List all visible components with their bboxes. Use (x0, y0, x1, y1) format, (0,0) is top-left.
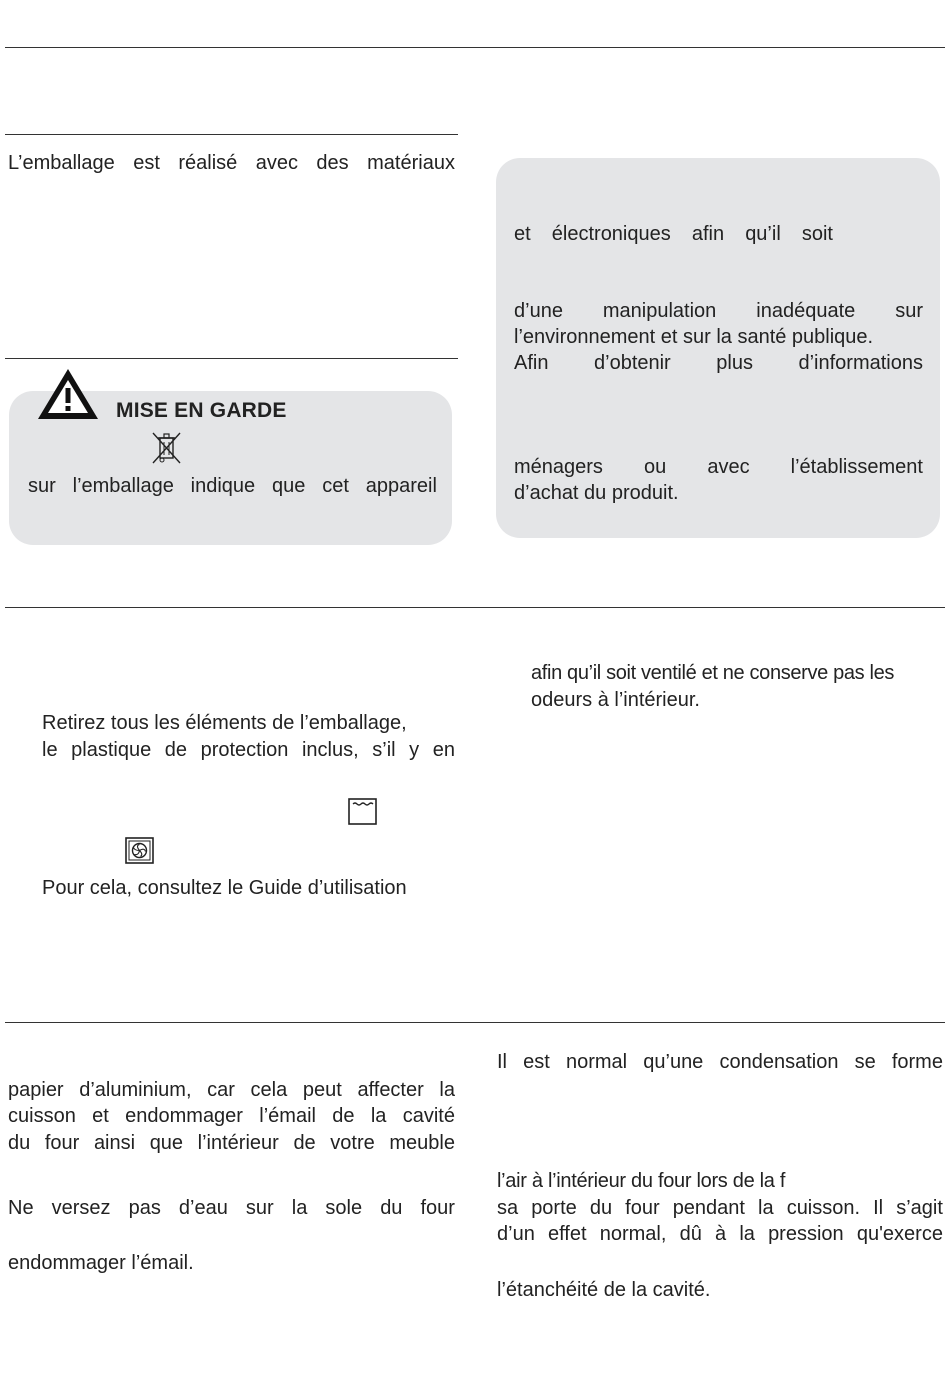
word: sur (895, 300, 923, 322)
word: four (44, 1132, 80, 1154)
word: que (272, 475, 306, 497)
word: forme (891, 1051, 943, 1073)
recycling-line-3: l’environnement et sur la santé publique. (514, 326, 874, 348)
word: de (164, 739, 188, 761)
word: plastique (71, 739, 152, 761)
word: qu’il (745, 223, 781, 245)
word: d’une (514, 300, 563, 322)
usage-left-line-1 (8, 1078, 455, 1102)
word: normal, (599, 1223, 667, 1245)
word: l’établissement (790, 456, 923, 478)
word: électroniques (551, 223, 671, 245)
word: d’obtenir (594, 352, 671, 374)
word: condensation (719, 1051, 839, 1073)
packaging-rule (5, 134, 458, 135)
word: inclus, (301, 739, 359, 761)
installation-left-line-1: Retirez tous les éléments de l’emballage, (42, 712, 407, 734)
word: s’agit (896, 1197, 943, 1219)
word: sole (325, 1197, 363, 1219)
word: se (854, 1051, 876, 1073)
word: s’il (372, 739, 396, 761)
usage-left-line-5: endommager l’émail. (8, 1252, 194, 1274)
word: papier (8, 1079, 64, 1101)
warning-triangle-icon (36, 366, 100, 422)
word: d’informations (798, 352, 923, 374)
packaging-text (8, 151, 455, 175)
word: le (42, 739, 58, 761)
word: la (370, 1105, 387, 1127)
word: affecter (357, 1079, 424, 1101)
word: four (420, 1197, 455, 1219)
word: indique (190, 475, 256, 497)
word: d’un (497, 1223, 535, 1245)
crossed-out-bin-icon (150, 431, 183, 465)
word: d’eau (178, 1197, 228, 1219)
word: du (8, 1132, 31, 1154)
word: pression (768, 1223, 844, 1245)
usage-rule (5, 1022, 945, 1023)
word: la (739, 1223, 755, 1245)
word: du (589, 1197, 613, 1219)
recycling-line-4 (514, 351, 923, 375)
word: Ne (8, 1197, 34, 1219)
word: que (149, 1132, 184, 1154)
word: normal (565, 1051, 628, 1073)
word: sur (245, 1197, 274, 1219)
word: afin (691, 223, 725, 245)
usage-left-line-3 (8, 1131, 455, 1155)
word: cet (322, 475, 349, 497)
word: versez (51, 1197, 111, 1219)
word: Afin (514, 352, 549, 374)
word: protection (200, 739, 289, 761)
usage-right-line-4 (497, 1222, 943, 1246)
word: Il (497, 1051, 507, 1073)
word: matériaux (367, 152, 455, 174)
word: ou (644, 456, 667, 478)
word: à (715, 1223, 727, 1245)
recycling-line-1 (514, 222, 834, 246)
usage-left-line-2 (8, 1104, 455, 1128)
word: L’emballage (8, 152, 115, 174)
word: qu’une (643, 1051, 704, 1073)
usage-left-line-4 (8, 1196, 455, 1220)
word: inadéquate (756, 300, 856, 322)
word: d’aluminium, (79, 1079, 192, 1101)
word: Il (873, 1197, 884, 1219)
word: plus (716, 352, 753, 374)
word: pas (128, 1197, 161, 1219)
warning-text (28, 474, 437, 498)
word: sur (28, 475, 56, 497)
installation-right-line-2: odeurs à l’intérieur. (531, 689, 700, 711)
word: et (92, 1105, 109, 1127)
word: cela (250, 1079, 288, 1101)
word: effet (547, 1223, 587, 1245)
installation-rule (5, 607, 945, 608)
word: cuisson. (786, 1197, 861, 1219)
word: sa (497, 1197, 519, 1219)
oven-grill-icon (348, 798, 377, 825)
word: ainsi (93, 1132, 136, 1154)
usage-right-line-2: l’air à l’intérieur du four lors de la f (497, 1170, 786, 1192)
word: peut (302, 1079, 342, 1101)
word: car (207, 1079, 235, 1101)
word: pendant (672, 1197, 745, 1219)
word: endommager (125, 1105, 243, 1127)
word: l’émail (259, 1105, 316, 1127)
word: du (380, 1197, 403, 1219)
word: l’emballage (72, 475, 174, 497)
word: de (293, 1132, 316, 1154)
warning-title: MISE EN GARDE (116, 399, 287, 422)
word: qu'exerce (856, 1223, 943, 1245)
warning-rule (5, 358, 458, 359)
recycling-line-6: d’achat du produit. (514, 482, 679, 504)
word: avec (255, 152, 298, 174)
top-rule (5, 47, 945, 48)
word: soit (801, 223, 833, 245)
word: appareil (365, 475, 437, 497)
word: de (332, 1105, 355, 1127)
recycling-line-2 (514, 299, 923, 323)
word: four (625, 1197, 660, 1219)
usage-right-line-3 (497, 1196, 943, 1220)
word: la (291, 1197, 308, 1219)
oven-fan-icon (125, 837, 154, 864)
word: ménagers (514, 456, 603, 478)
word: est (523, 1051, 550, 1073)
word: porte (531, 1197, 577, 1219)
word: la (439, 1079, 455, 1101)
installation-right-line-1: afin qu’il soit ventilé et ne conserve pas les (531, 662, 895, 684)
word: la (758, 1197, 774, 1219)
word: dû (679, 1223, 702, 1245)
usage-right-line-5: l’étanchéité de la cavité. (497, 1279, 711, 1301)
word: y (409, 739, 420, 761)
recycling-line-5 (514, 455, 923, 479)
word: votre (330, 1132, 375, 1154)
word: manipulation (602, 300, 717, 322)
word: en (432, 739, 455, 761)
word: avec (707, 456, 750, 478)
installation-left-line-2 (42, 738, 455, 762)
word: cuisson (8, 1105, 76, 1127)
word: est (133, 152, 160, 174)
word: des (316, 152, 349, 174)
installation-left-line-3: Pour cela, consultez le Guide d’utilisation (42, 877, 407, 899)
word: cavité (402, 1105, 455, 1127)
word: et (514, 223, 531, 245)
word: l’intérieur (197, 1132, 279, 1154)
usage-right-line-1 (497, 1050, 943, 1074)
word: meuble (389, 1132, 455, 1154)
word: réalisé (178, 152, 238, 174)
